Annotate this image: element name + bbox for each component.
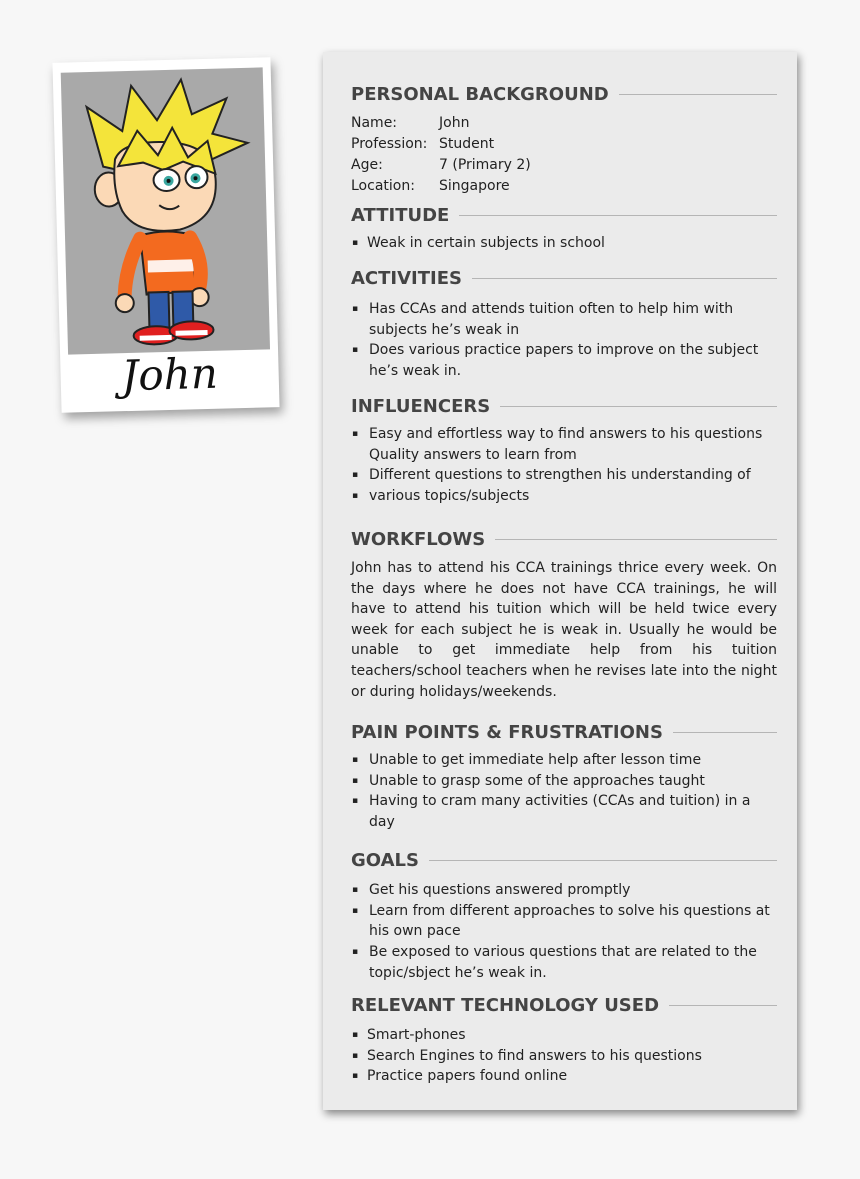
- persona-illustration: [61, 67, 270, 354]
- list-item: ▪ Smart-phones: [351, 1025, 777, 1046]
- section-heading: [351, 722, 777, 743]
- activities-list: [351, 299, 777, 382]
- detail-key: Location:: [351, 178, 415, 194]
- activities-heading: ACTIVITIES: [351, 268, 462, 289]
- heading-divider: [459, 215, 777, 216]
- heading-divider: [495, 539, 777, 540]
- attitude-heading: ATTITUDE: [351, 205, 450, 226]
- workflows-text: John has to attend his CCA trainings thrice every week. On the days where he does not have CCA trainings, he will have to attend his tuition which will be held twice every week for each subject he is weak in. Usually he would be unable to get immediate help from his tuition teachers/school teachers when he revises late into the night or during holidays/weekends.: [351, 560, 777, 700]
- list-item: ▪ Having to cram many activities (CCAs and tuition) in a day: [351, 791, 777, 832]
- heading-divider: [673, 732, 777, 733]
- detail-value: Singapore: [439, 178, 510, 194]
- influencers-list: [351, 424, 777, 507]
- list-item: ▪ Different questions to strengthen his understanding of: [351, 465, 777, 486]
- section-personal-background: [351, 84, 777, 197]
- list-item: ▪ Weak in certain subjects in school: [351, 233, 777, 254]
- section-heading: [351, 850, 777, 871]
- detail-row: [351, 155, 777, 176]
- personal-background-heading: PERSONAL BACKGROUND: [351, 84, 609, 105]
- heading-divider: [619, 94, 777, 95]
- list-item: ▪ Be exposed to various questions that are related to the topic/sbject he’s weak in.: [351, 942, 777, 983]
- section-workflows: [351, 529, 777, 702]
- section-heading: [351, 995, 777, 1016]
- list-item: ▪ Unable to grasp some of the approaches taught: [351, 771, 777, 792]
- pain-points-heading: PAIN POINTS & FRUSTRATIONS: [351, 722, 663, 743]
- detail-value: Student: [439, 136, 495, 152]
- list-item: ▪ Search Engines to find answers to his questions: [351, 1046, 777, 1067]
- list-item: ▪ Does various practice papers to improve on the subject he’s weak in.: [351, 340, 777, 381]
- goals-list: [351, 880, 777, 984]
- pain-points-list: [351, 750, 777, 833]
- section-influencers: [351, 396, 777, 507]
- persona-name-caption: John: [120, 348, 219, 401]
- workflows-heading: WORKFLOWS: [351, 529, 486, 550]
- list-item: ▪ Easy and effortless way to find answers to his questions Quality answers to learn from: [351, 424, 777, 465]
- detail-key: Profession:: [351, 136, 428, 152]
- influencers-heading: INFLUENCERS: [351, 396, 491, 417]
- section-heading: [351, 84, 777, 105]
- attitude-list: [351, 233, 777, 254]
- section-heading: [351, 205, 777, 226]
- list-item: ▪ Practice papers found online: [351, 1066, 777, 1087]
- list-item: ▪ Has CCAs and attends tuition often to help him with subjects he’s weak in: [351, 299, 777, 340]
- detail-row: [351, 176, 777, 197]
- section-attitude: [351, 205, 777, 254]
- section-pain-points: [351, 722, 777, 833]
- heading-divider: [429, 860, 777, 861]
- detail-key: Age:: [351, 157, 383, 173]
- list-item: ▪ Get his questions answered promptly: [351, 880, 777, 901]
- detail-row: [351, 113, 777, 134]
- detail-value: 7 (Primary 2): [439, 157, 531, 173]
- list-item: ▪ Unable to get immediate help after lesson time: [351, 750, 777, 771]
- detail-key: Name:: [351, 115, 398, 131]
- technology-heading: RELEVANT TECHNOLOGY USED: [351, 995, 660, 1016]
- heading-divider: [669, 1005, 777, 1006]
- section-technology: [351, 995, 777, 1087]
- personal-details: [351, 113, 777, 197]
- heading-divider: [500, 406, 777, 407]
- section-goals: [351, 850, 777, 984]
- detail-value: John: [439, 115, 470, 131]
- persona-card: [323, 52, 797, 1110]
- goals-heading: GOALS: [351, 850, 419, 871]
- section-heading: [351, 396, 777, 417]
- list-item: ▪ various topics/subjects: [351, 486, 777, 507]
- technology-list: [351, 1025, 777, 1087]
- section-heading: [351, 529, 777, 550]
- list-item: ▪ Learn from different approaches to solve his questions at his own pace: [351, 901, 777, 942]
- heading-divider: [472, 278, 777, 279]
- section-heading: [351, 268, 777, 289]
- section-activities: [351, 268, 777, 382]
- detail-row: [351, 134, 777, 155]
- persona-photo-card: [52, 57, 279, 413]
